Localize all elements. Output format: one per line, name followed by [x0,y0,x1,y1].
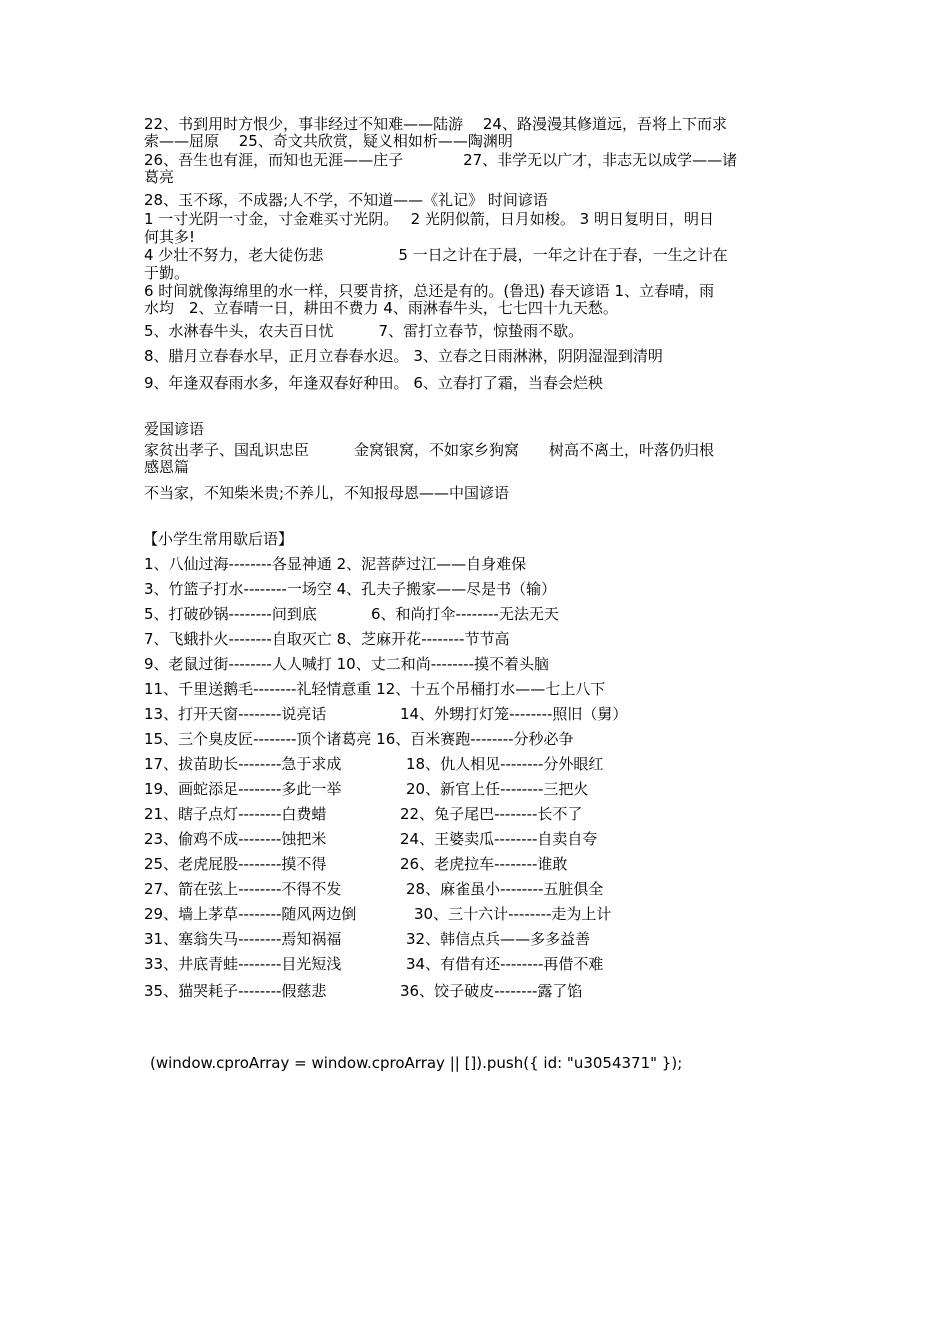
xiehouyu-item: 30、三十六计--------走为上计 [414,905,612,923]
xiehouyu-item: 29、墙上茅草--------随风两边倒 [144,905,357,923]
text-line: 不当家，不知柴米贵;不养儿，不知报母恩——中国谚语 [144,484,510,502]
xiehouyu-item: 17、拔苗助长--------急于求成 [144,755,342,773]
xiehouyu-item: 34、有借有还--------再借不难 [406,955,604,973]
xiehouyu-item: 27、箭在弦上--------不得不发 [144,880,342,898]
xiehouyu-item: 20、新官上任--------三把火 [406,780,589,798]
xiehouyu-item: 14、外甥打灯笼--------照旧（舅） [400,705,628,723]
xiehouyu-item: 25、老虎屁股--------摸不得 [144,855,327,873]
xiehouyu-item: 1、八仙过海--------各显神通 2、泥菩萨过江——自身难保 [144,555,527,573]
section-heading-xiehouyu: 【小学生常用歇后语】 [143,530,294,548]
text-line: 何其多! [144,228,196,246]
text-line: 6 时间就像海绵里的水一样，只要肯挤，总还是有的。(鲁迅) 春天谚语 1、立春晴，雨 [144,282,715,300]
text-line: 22、书到用时方恨少，事非经过不知难——陆游 24、路漫漫其修道远，吾将上下而求 [144,115,727,133]
text-line: 1 一寸光阴一寸金，寸金难买寸光阴。 2 光阴似箭，日月如梭。 3 明日复明日，明日 [144,210,714,228]
xiehouyu-item: 18、仇人相见--------分外眼红 [406,755,604,773]
xiehouyu-item: 23、偷鸡不成--------蚀把米 [144,830,327,848]
xiehouyu-item: 7、飞蛾扑火--------自取灭亡 8、芝麻开花--------节节高 [144,630,510,648]
text-line: 4 少壮不努力，老大徒伤悲 5 一日之计在于晨，一年之计在于春，一生之计在 [144,246,728,264]
xiehouyu-item: 15、三个臭皮匠--------顶个诸葛亮 16、百米赛跑--------分秒必争 [144,730,574,748]
xiehouyu-item: 33、井底青蛙--------目光短浅 [144,955,342,973]
xiehouyu-item: 9、老鼠过街--------人人喊打 10、丈二和尚--------摸不着头脑 [144,655,550,673]
xiehouyu-item: 31、塞翁失马--------焉知祸福 [144,930,342,948]
text-line: 水均 2、立春晴一日，耕田不费力 4、雨淋春牛头，七七四十九天愁。 [144,299,618,317]
text-line: 28、玉不琢，不成器;人不学，不知道——《礼记》 时间谚语 [144,191,548,209]
text-line: 感恩篇 [144,458,190,476]
xiehouyu-item: 3、竹篮子打水--------一场空 4、孔夫子搬家——尽是书（输） [144,580,557,598]
xiehouyu-item: 35、猫哭耗子--------假慈悲 [144,982,327,1000]
xiehouyu-item: 24、王婆卖瓜--------自卖自夸 [400,830,598,848]
text-line: 家贫出孝子、国乱识忠臣 金窝银窝，不如家乡狗窝 树高不离土，叶落仍归根 [144,441,715,459]
text-line: 5、水淋春牛头，农夫百日忧 7、雷打立春节，惊蛰雨不歇。 [144,322,584,340]
xiehouyu-item: 28、麻雀虽小--------五脏俱全 [406,880,604,898]
text-line: 索——屈原 25、奇文共欣赏，疑义相如析——陶渊明 [144,132,513,150]
xiehouyu-item: 19、画蛇添足--------多此一举 [144,780,342,798]
xiehouyu-item: 11、千里送鹅毛--------礼轻情意重 12、十五个吊桶打水——七上八下 [144,680,606,698]
text-line: 葛亮 [144,168,175,186]
xiehouyu-item: 22、兔子尾巴--------长不了 [400,805,583,823]
xiehouyu-item: 13、打开天窗--------说亮话 [144,705,327,723]
text-line: 26、吾生也有涯，而知也无涯——庄子 27、非学无以广才，非志无以成学——诸 [144,151,738,169]
text-line: 于勤。 [144,264,190,282]
xiehouyu-item: 21、瞎子点灯--------白费蜡 [144,805,327,823]
text-line: 8、腊月立春春水早，正月立春春水迟。 3、立春之日雨淋淋，阴阴湿湿到清明 [144,347,663,365]
text-line: 9、年逢双春雨水多，年逢双春好种田。 6、立春打了霜，当春会烂秧 [144,374,603,392]
xiehouyu-item: 36、饺子破皮--------露了馅 [400,982,583,1000]
section-heading-patriotic: 爱国谚语 [144,420,205,438]
xiehouyu-item: 32、韩信点兵——多多益善 [406,930,591,948]
xiehouyu-item: 5、打破砂锅--------问到底 [144,605,317,623]
code-snippet: (window.cproArray = window.cproArray || []).push({ id: "u3054371" }); [150,1054,683,1072]
xiehouyu-item: 6、和尚打伞--------无法无天 [371,605,559,623]
xiehouyu-item: 26、老虎拉车--------谁敢 [400,855,568,873]
